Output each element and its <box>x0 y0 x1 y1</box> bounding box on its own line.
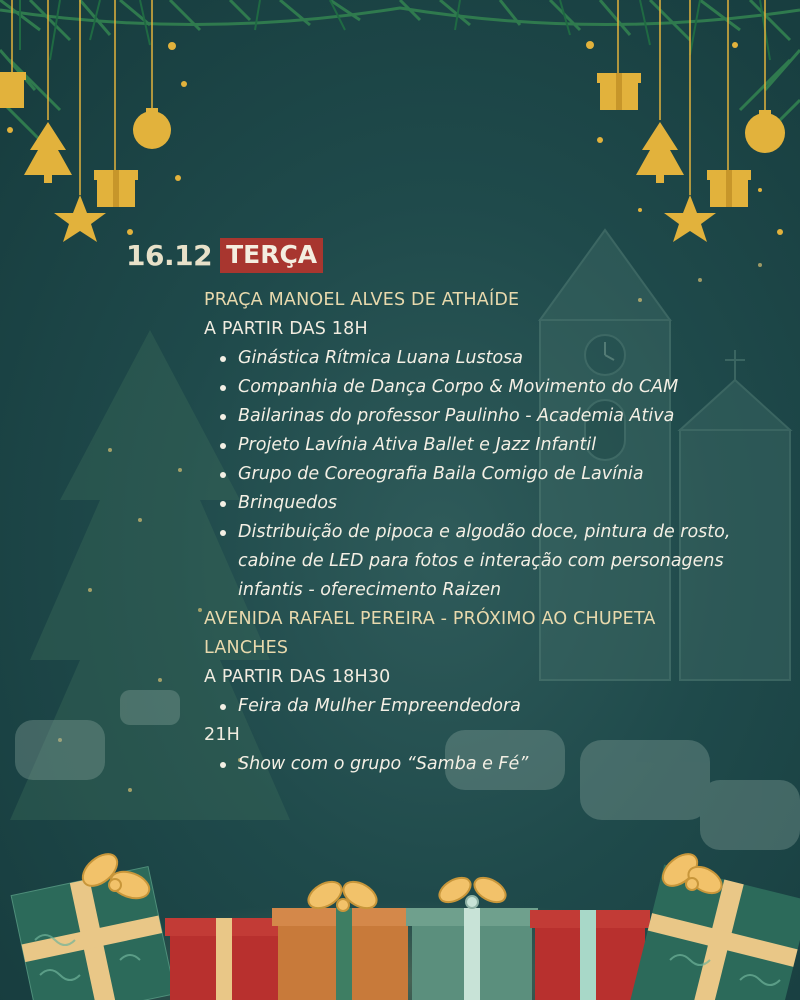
activity-list <box>204 750 734 779</box>
venue-title: PRAÇA MANOEL ALVES DE ATHAÍDE <box>204 290 520 310</box>
activity-list <box>204 692 734 721</box>
activity-list <box>204 344 734 605</box>
schedule-content <box>204 286 734 779</box>
list-item: Ginástica Rítmica Luana Lustosa <box>238 344 734 373</box>
event-date: 16.12 <box>126 239 213 272</box>
venue-title: AVENIDA RAFAEL PEREIRA - PRÓXIMO AO CHUPETA LANCHES <box>204 609 656 658</box>
list-item: Companhia de Dança Corpo & Movimento do CAM <box>238 373 734 402</box>
list-item: Distribuição de pipoca e algodão doce, pintura de rosto, cabine de LED para fotos e interação com personagens infantis - oferecimento Raizen <box>238 518 734 605</box>
list-item: Brinquedos <box>238 489 734 518</box>
list-item: Grupo de Coreografia Baila Comigo de Lavínia <box>238 460 734 489</box>
list-item: Projeto Lavínia Ativa Ballet e Jazz Infantil <box>238 431 734 460</box>
list-item: Feira da Mulher Empreendedora <box>238 692 734 721</box>
time-label: A PARTIR DAS 18H30 <box>204 667 391 687</box>
date-row <box>126 238 323 273</box>
time-label: 21H <box>204 725 241 745</box>
list-item: Bailarinas do professor Paulinho - Academia Ativa <box>238 402 734 431</box>
weekday-badge: TERÇA <box>220 238 323 273</box>
list-item: Show com o grupo “Samba e Fé” <box>238 750 734 779</box>
time-label: A PARTIR DAS 18H <box>204 319 368 339</box>
